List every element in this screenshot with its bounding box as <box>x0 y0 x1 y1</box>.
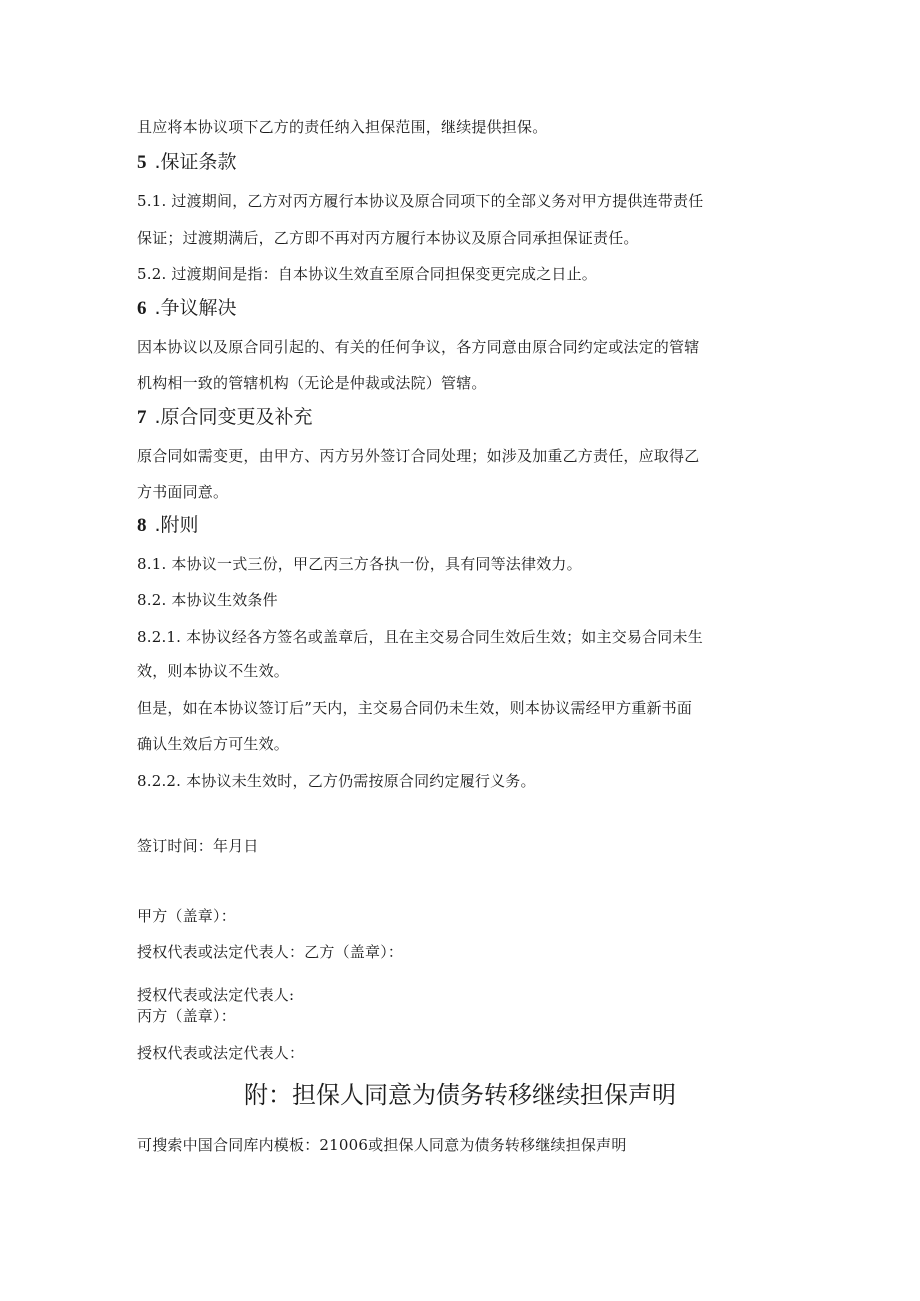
annex-title: 附：担保人同意为债务转移继续担保声明 <box>244 1081 676 1109</box>
clause-5-2: 5.2. 过渡期间是指：自本协议生效直至原合同担保变更完成之日止。 <box>137 265 597 283</box>
party-c-seal: 丙方（盖章）： <box>137 1007 236 1025</box>
party-a-seal: 甲方（盖章）： <box>137 907 236 925</box>
section-title: .保证条款 <box>154 151 237 173</box>
clause-5-1-line-1: 5.1. 过渡期间，乙方对丙方履行本协议及原合同项下的全部义务对甲方提供连带责任 <box>137 192 704 210</box>
section-number: 8 <box>137 515 147 536</box>
clause-8-2-1-line-2: 效，则本协议不生效。 <box>137 662 290 680</box>
party-c-rep: 授权代表或法定代表人： <box>137 1044 305 1062</box>
clause-8-2-1-line-1: 8.2.1. 本协议经各方签名或盖章后，且在主交易合同生效后生效；如主交易合同未生 <box>137 628 703 646</box>
section-title: .原合同变更及补充 <box>154 406 313 428</box>
clause-8-1: 8.1. 本协议一式三份，甲乙丙三方各执一份，具有同等法律效力。 <box>137 555 582 573</box>
section-title: .争议解决 <box>154 297 237 319</box>
clause-6-line-2: 机构相一致的管辖机构（无论是仲裁或法院）管辖。 <box>137 374 487 392</box>
clause-8-2-2: 8.2.2. 本协议未生效时，乙方仍需按原合同约定履行义务。 <box>137 772 536 790</box>
party-a-rep-party-b-seal: 授权代表或法定代表人：乙方（盖章）： <box>137 943 404 961</box>
party-b-rep: 授权代表或法定代表人: <box>137 986 295 1004</box>
section-heading-6 <box>137 296 237 321</box>
clause-7-line-2: 方书面同意。 <box>137 483 229 501</box>
clause-8-2-1-line-3: 但是，如在本协议签订后”天内，主交易合同仍未生效，则本协议需经甲方重新书面 <box>137 699 693 717</box>
section-number: 6 <box>137 298 147 319</box>
section-heading-7 <box>137 405 313 430</box>
clause-8-2-1-line-4: 确认生效后方可生效。 <box>137 735 290 753</box>
footer-template-note: 可搜索中国合同库内模板：21006或担保人同意为债务转移继续担保声明 <box>137 1136 627 1154</box>
clause-8-2: 8.2. 本协议生效条件 <box>137 591 278 609</box>
section-heading-8 <box>137 513 199 538</box>
section-number: 5 <box>137 152 147 173</box>
clause-5-1-line-2: 保证；过渡期满后，乙方即不再对丙方履行本协议及原合同承担保证责任。 <box>137 229 639 247</box>
section-heading-5 <box>137 150 237 175</box>
paragraph-guarantee-scope: 且应将本协议项下乙方的责任纳入担保范围，继续提供担保。 <box>137 118 548 136</box>
section-title: .附则 <box>154 514 199 536</box>
clause-7-line-1: 原合同如需变更，由甲方、丙方另外签订合同处理；如涉及加重乙方责任，应取得乙 <box>137 447 700 465</box>
section-number: 7 <box>137 407 147 428</box>
clause-6-line-1: 因本协议以及原合同引起的、有关的任何争议，各方同意由原合同约定或法定的管辖 <box>137 338 700 356</box>
signing-date: 签订时间：年月日 <box>137 837 259 855</box>
